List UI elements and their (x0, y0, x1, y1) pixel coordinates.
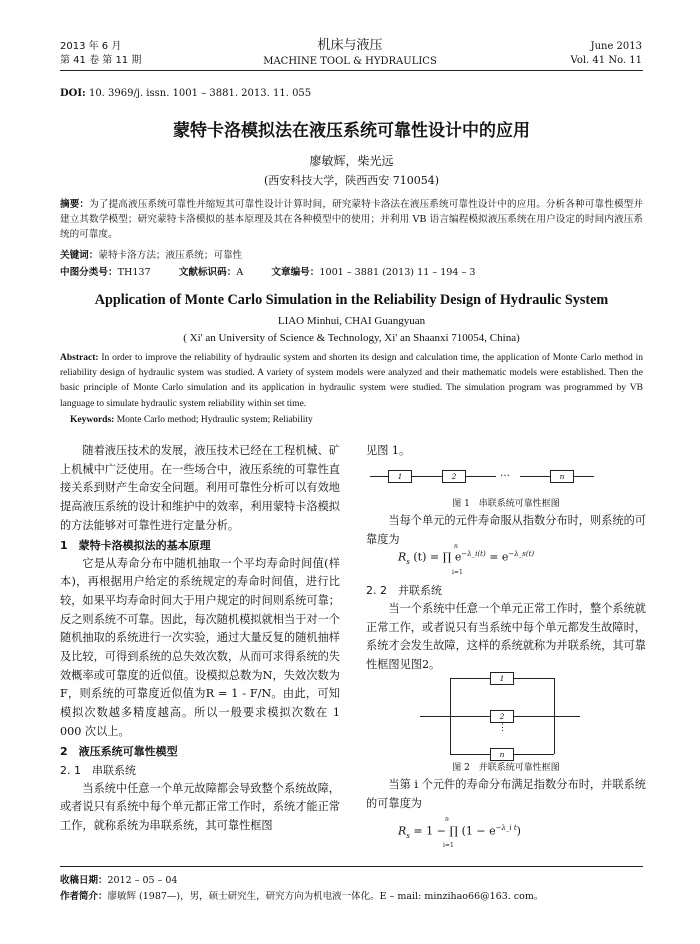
column-left (60, 442, 340, 836)
parallel-reliability-text: 当第 i 个元件的寿命分布满足指数分布时，并联系统的可靠度为 (366, 778, 646, 810)
section-1-heading: 1 蒙特卡洛模拟法的基本原理 (60, 538, 211, 552)
journal-name-cn: 机床与液压 (317, 38, 383, 53)
authors-cn: 廖敏辉，柴光远 (309, 154, 394, 168)
abstract-en: Abstract: In order to improve the reliability of hydraulic system and shorten its design and calculation time, the application of Monte Carlo method in reliability design of hydraulic system was studied. A variety of system models were analyzed and their mathematic models were established. Then the basic principle of Monte Carlo simulation and its application in hydraulic system were studied. The simulation program was programmed by VB language to simulate hydraulic system reliability within set time. (60, 353, 644, 409)
parallel-ellipsis: ⋮ (498, 723, 507, 733)
figure-1-caption: 图 1 串联系统可靠性框图 (452, 499, 560, 509)
keywords-cn: 关键词：蒙特卡洛方法；液压系统；可靠性 (60, 250, 243, 261)
header-rule (60, 70, 643, 71)
section-2-2-heading: 2. 2 并联系统 (366, 584, 442, 597)
equation-series: $R_s$ (t) = ∏ $e^{-\lambda\_i(t)} = e^{-\lambda\_s(t)}$ (398, 550, 535, 566)
parallel-block-1: 1 (490, 672, 514, 685)
classification: 中图分类号：TH137 文献标识码：A 文章编号：1001 – 3881 (2013) 11 – 194 – 3 (60, 267, 476, 278)
journal-date: 2013 年 6 月 (60, 41, 122, 52)
affiliation-en: ( Xi' an University of Science & Technology, Xi' an Shaanxi 710054, China) (183, 332, 520, 344)
affiliation-cn: (西安科技大学，陕西西安 710054) (263, 174, 440, 187)
series-block-1: 1 (388, 470, 412, 483)
parallel-block-n: n (490, 748, 514, 761)
figure-1-diagram (370, 464, 635, 488)
doi[interactable]: DOI: 10. 3969/j. issn. 1001 – 3881. 2013. 11. 055 (60, 88, 312, 99)
series-block-2: 2 (442, 470, 466, 483)
equation-parallel: $R_s = 1$ − ∏ $(1 - e^{-\lambda\_i t})$ (398, 824, 521, 840)
section-2-1-heading: 2. 1 串联系统 (60, 763, 136, 777)
series-ellipsis: … (500, 468, 510, 479)
keywords-en: Keywords: Monte Carlo method; Hydraulic system; Reliability (70, 415, 313, 425)
abstract-cn: 摘要：为了提高液压系统可靠性并缩短其可靠性设计计算时间，研究蒙特卡洛法在液压系统可靠性设计中的应用。分析各种可靠性模型并建立其数学模型；研究蒙特卡洛模拟的基本原理及其在各种模型中的使用；并利用 VB 语言编程模拟液压系统在用户设定的时间内液压系统的可靠度。 (60, 199, 643, 240)
parallel-block-2: 2 (490, 710, 514, 723)
see-figure-1: 见图 1。 (366, 444, 411, 457)
journal-name-en: MACHINE TOOL & HYDRAULICS (263, 56, 437, 67)
journal-volume: 第 41 卷 第 11 期 (60, 55, 142, 66)
series-reliability-text: 当每个单元的元件寿命服从指数分布时，则系统的可靠度为 (366, 514, 646, 546)
section-1-text: 它是从寿命分布中随机抽取一个平均寿命时间值(样本)，再根据用户给定的系统规定的寿命时间值，进行比较，如果平均寿命时间大于用户规定的时间则系统可靠；反之则系统不可靠。因此，每次随机模拟就相当于对一个随机抽取的系统进行一次实验，通过大量反复的随机抽样及比较，可得到系统的总失效次数，从而可求得系统的失效概率或可靠度的近似值。设模拟总数为N，失效次数为F，则系统的可靠度近似值为R = 1 - F/N。由此，可知模拟次数越多精度越高。所以一般要求模拟次数在 1 000 次以上。 (60, 556, 340, 738)
title-en: Application of Monte Carlo Simulation in the Reliability Design of Hydraulic System (94, 292, 609, 308)
received-date: 收稿日期：2012 – 05 – 04 (60, 875, 178, 886)
section-2-1-text: 当系统中任意一个单元故障都会导致整个系统故障，或者说只有系统中每个单元都正常工作时，系统才能正常工作，就称系统为串联系统，其可靠性框图 (60, 781, 340, 832)
footer-rule (60, 866, 643, 867)
section-2-2-text: 当一个系统中任意一个单元正常工作时，整个系统就正常工作，或者说只有当系统中每个单元都发生故障时，系统才会发生故障，这样的系统就称为并联系统，其可靠性框图见图2。 (366, 602, 646, 672)
intro-paragraph: 随着液压技术的发展，液压技术已经在工程机械、矿上机械中广泛使用。在一些场合中，液压系统的可靠性直接关系到财产生命安全问题。利用可靠性分析可以有效地提高液压系统的设计和维护中的效率，利用蒙特卡洛模拟的方法能够对可靠性进行定量分析。 (60, 444, 340, 532)
journal-volume-en: Vol. 41 No. 11 (570, 55, 642, 66)
section-2-heading: 2 液压系统可靠性模型 (60, 744, 178, 758)
figure-2-caption: 图 2 并联系统可靠性框图 (452, 763, 560, 773)
title-cn: 蒙特卡洛模拟法在液压系统可靠性设计中的应用 (173, 121, 530, 141)
figure-2-diagram (420, 670, 580, 759)
authors-en: LIAO Minhui, CHAI Guangyuan (277, 315, 426, 327)
journal-date-en: June 2013 (590, 41, 642, 52)
series-block-n: n (550, 470, 574, 483)
author-bio: 作者简介：廖敏辉 (1987—)，男，硕士研究生，研究方向为机电液一体化。E – mail: minzihao66@163. com。 (60, 891, 544, 902)
